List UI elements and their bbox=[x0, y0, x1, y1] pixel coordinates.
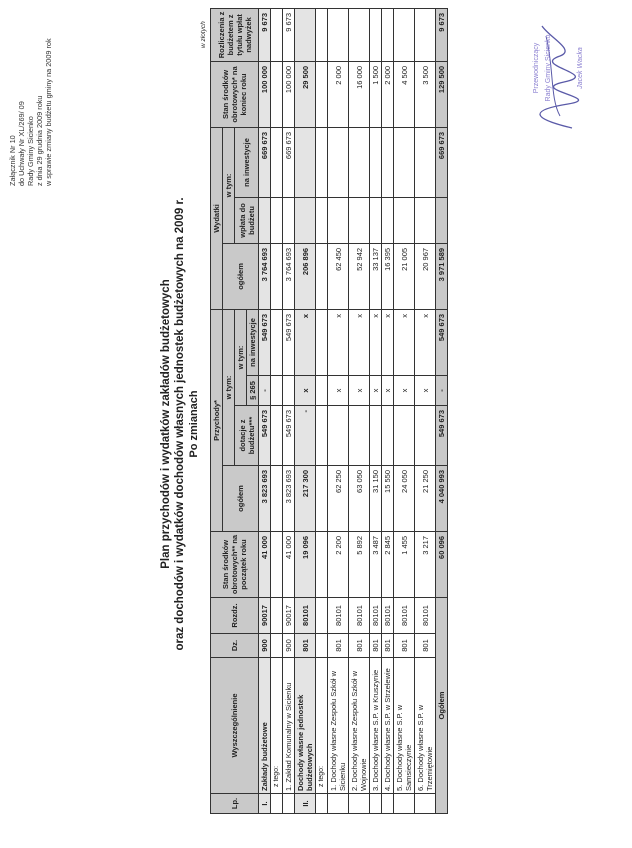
table-row bbox=[283, 8, 295, 813]
cell-end: 3 500 bbox=[415, 61, 436, 127]
cell-dot bbox=[382, 406, 394, 466]
cell-dot: 549 673 bbox=[259, 406, 271, 466]
table-row bbox=[295, 8, 316, 813]
cell-end: 100 000 bbox=[259, 61, 271, 127]
cell-in-total: 31 150 bbox=[370, 466, 382, 532]
cell-settle bbox=[316, 8, 328, 61]
header-dz: Dz. bbox=[211, 634, 259, 658]
cell-settle bbox=[271, 8, 283, 61]
cell-s265: x bbox=[349, 376, 370, 406]
cell-lp: I. bbox=[259, 794, 271, 814]
document-subtitle: oraz dochodów i wydatków dochodów własnych jednostek budżetowych na 2009 r. bbox=[174, 197, 186, 651]
cell-settle bbox=[370, 8, 382, 61]
cell-inv: x bbox=[394, 309, 415, 375]
cell-wpl bbox=[283, 197, 295, 243]
total-row bbox=[436, 8, 448, 813]
cell-lp bbox=[394, 794, 415, 814]
cell-s265: - bbox=[259, 376, 271, 406]
cell-s265 bbox=[316, 376, 328, 406]
cell-wpl bbox=[370, 197, 382, 243]
cell-out-total: 16 395 bbox=[382, 243, 394, 309]
cell-out-total: 3 764 693 bbox=[283, 243, 295, 309]
table-row bbox=[394, 8, 415, 813]
cell-dz: 801 bbox=[415, 634, 436, 658]
cell-dz: 801 bbox=[370, 634, 382, 658]
cell-inv: 549 673 bbox=[436, 309, 448, 375]
cell-name: z tego: bbox=[271, 658, 283, 794]
cell-wpl bbox=[295, 197, 316, 243]
cell-out-inv bbox=[394, 127, 415, 197]
cell-inv bbox=[316, 309, 328, 375]
cell-start: 2 845 bbox=[382, 532, 394, 598]
header-income-in-which: w tym: bbox=[223, 309, 235, 465]
cell-rozdz: 90017 bbox=[283, 598, 295, 634]
header-s265: § 265 bbox=[247, 376, 259, 406]
cell-dot bbox=[328, 406, 349, 466]
cell-dot: 549 673 bbox=[283, 406, 295, 466]
attachment-line: w sprawie zmiany budżetu gminy na 2009 rok bbox=[44, 38, 53, 186]
cell-settle bbox=[394, 8, 415, 61]
cell-start: 41 000 bbox=[283, 532, 295, 598]
cell-end: 129 500 bbox=[436, 61, 448, 127]
header-dotacje: dotacje z budżetu*** bbox=[235, 406, 259, 466]
cell-settle bbox=[382, 8, 394, 61]
cell-end: 29 500 bbox=[295, 61, 316, 127]
cell-end bbox=[316, 61, 328, 127]
cell-inv: 549 673 bbox=[259, 309, 271, 375]
cell-dz: 900 bbox=[259, 634, 271, 658]
cell-name: 6. Dochody własne S.P. w Trzemiętowie bbox=[415, 658, 436, 794]
cell-name: 5. Dochody własne S.P. w Samsieczynie bbox=[394, 658, 415, 794]
table-row bbox=[382, 8, 394, 813]
cell-out-total: 3 971 589 bbox=[436, 243, 448, 309]
stamp-line: Rady Gminy Sicienko bbox=[545, 34, 552, 102]
cell-settle bbox=[349, 8, 370, 61]
cell-wpl bbox=[349, 197, 370, 243]
cell-dz: 900 bbox=[283, 634, 295, 658]
cell-s265: x bbox=[394, 376, 415, 406]
cell-lp bbox=[382, 794, 394, 814]
cell-wpl bbox=[436, 197, 448, 243]
cell-rozdz: 80101 bbox=[370, 598, 382, 634]
cell-lp bbox=[283, 794, 295, 814]
cell-out-inv bbox=[295, 127, 316, 197]
cell-inv: x bbox=[382, 309, 394, 375]
attachment-line: Rady Gminy Sicienko bbox=[26, 116, 35, 186]
cell-inv: x bbox=[328, 309, 349, 375]
cell-lp bbox=[328, 794, 349, 814]
cell-rozdz: 80101 bbox=[415, 598, 436, 634]
cell-dz: 801 bbox=[295, 634, 316, 658]
cell-lp bbox=[370, 794, 382, 814]
cell-start bbox=[271, 532, 283, 598]
header-settlements: Rozliczenia z budżetem z tytułu wpłat nadwyżek bbox=[211, 8, 259, 61]
attachment-note bbox=[8, 16, 53, 186]
cell-end: 2 000 bbox=[328, 61, 349, 127]
cell-s265: x bbox=[382, 376, 394, 406]
header-name: Wyszczególnienie bbox=[211, 658, 259, 794]
cell-start: 2 200 bbox=[328, 532, 349, 598]
cell-in-total: 4 040 993 bbox=[436, 466, 448, 532]
cell-rozdz: 80101 bbox=[328, 598, 349, 634]
cell-out-total: 206 896 bbox=[295, 243, 316, 309]
cell-s265: x bbox=[415, 376, 436, 406]
cell-out-total: 52 942 bbox=[349, 243, 370, 309]
cell-name: Ogółem bbox=[436, 598, 448, 814]
cell-dz bbox=[271, 634, 283, 658]
cell-in-total: 21 250 bbox=[415, 466, 436, 532]
cell-settle: 9 673 bbox=[283, 8, 295, 61]
cell-settle bbox=[295, 8, 316, 61]
cell-settle bbox=[415, 8, 436, 61]
cell-name: 4. Dochody własne S.P. w Strzelewie bbox=[382, 658, 394, 794]
cell-in-total: 15 550 bbox=[382, 466, 394, 532]
cell-wpl bbox=[328, 197, 349, 243]
budget-table bbox=[210, 8, 448, 814]
cell-inv bbox=[271, 309, 283, 375]
cell-out-total bbox=[271, 243, 283, 309]
cell-dz bbox=[316, 634, 328, 658]
cell-out-inv bbox=[328, 127, 349, 197]
cell-end: 1 500 bbox=[370, 61, 382, 127]
cell-out-inv bbox=[415, 127, 436, 197]
cell-start: 5 892 bbox=[349, 532, 370, 598]
cell-dot bbox=[394, 406, 415, 466]
cell-inv: x bbox=[370, 309, 382, 375]
cell-out-inv bbox=[349, 127, 370, 197]
cell-s265: x bbox=[328, 376, 349, 406]
cell-s265 bbox=[271, 376, 283, 406]
cell-rozdz bbox=[316, 598, 328, 634]
cell-settle: 9 673 bbox=[259, 8, 271, 61]
cell-in-total: 62 250 bbox=[328, 466, 349, 532]
table-body bbox=[259, 8, 448, 813]
cell-out-total: 21 005 bbox=[394, 243, 415, 309]
cell-end: 4 500 bbox=[394, 61, 415, 127]
cell-out-total: 3 764 693 bbox=[259, 243, 271, 309]
cell-out-inv bbox=[316, 127, 328, 197]
cell-end: 16 000 bbox=[349, 61, 370, 127]
table-row bbox=[328, 8, 349, 813]
document-status: Po zmianach bbox=[188, 390, 200, 458]
cell-lp bbox=[316, 794, 328, 814]
stamp-line: Jacek Wacka bbox=[577, 47, 584, 89]
cell-dot bbox=[370, 406, 382, 466]
header-wplata: wpłata do budżetu bbox=[235, 197, 259, 243]
header-income-total: ogółem bbox=[223, 466, 259, 532]
currency-unit: w złotych bbox=[200, 21, 207, 48]
attachment-line: do Uchwały Nr XL/269/ 09 bbox=[17, 101, 26, 186]
cell-settle: 9 673 bbox=[436, 8, 448, 61]
cell-in-total: 3 823 693 bbox=[259, 466, 271, 532]
header-expenses-in-which: w tym: bbox=[223, 127, 235, 243]
cell-dot bbox=[316, 406, 328, 466]
cell-dot bbox=[415, 406, 436, 466]
cell-in-total: 63 050 bbox=[349, 466, 370, 532]
cell-out-inv: 669 673 bbox=[436, 127, 448, 197]
cell-wpl bbox=[415, 197, 436, 243]
cell-rozdz: 80101 bbox=[349, 598, 370, 634]
cell-out-inv bbox=[271, 127, 283, 197]
cell-rozdz bbox=[271, 598, 283, 634]
cell-dz: 801 bbox=[382, 634, 394, 658]
cell-s265: - bbox=[436, 376, 448, 406]
cell-out-total bbox=[316, 243, 328, 309]
header-expenses: Wydatki bbox=[211, 127, 223, 309]
header-lp: Lp. bbox=[211, 794, 259, 814]
header-end-balance: Stan środków obrotowych* na koniec roku bbox=[211, 61, 259, 127]
cell-rozdz: 80101 bbox=[394, 598, 415, 634]
cell-wpl bbox=[316, 197, 328, 243]
header-income: Przychody* bbox=[211, 309, 223, 531]
header-income-in-which-2: w tym: bbox=[235, 309, 247, 405]
cell-name: Zakłady budżetowe bbox=[259, 658, 271, 794]
cell-s265: x bbox=[370, 376, 382, 406]
cell-out-total: 62 450 bbox=[328, 243, 349, 309]
cell-start bbox=[316, 532, 328, 598]
cell-dot bbox=[271, 406, 283, 466]
cell-rozdz: 80101 bbox=[295, 598, 316, 634]
document-title: Plan przychodów i wydatków zakładów budżetowych bbox=[160, 279, 172, 569]
cell-in-total: 24 050 bbox=[394, 466, 415, 532]
cell-inv: x bbox=[349, 309, 370, 375]
cell-lp bbox=[271, 794, 283, 814]
cell-start: 60 096 bbox=[436, 532, 448, 598]
cell-settle bbox=[328, 8, 349, 61]
cell-dz: 801 bbox=[328, 634, 349, 658]
cell-out-inv: 669 673 bbox=[283, 127, 295, 197]
cell-in-total bbox=[271, 466, 283, 532]
cell-name: 1. Zakład Komunalny w Sicienku bbox=[283, 658, 295, 794]
cell-out-inv bbox=[370, 127, 382, 197]
cell-start: 1 455 bbox=[394, 532, 415, 598]
cell-dot bbox=[349, 406, 370, 466]
cell-in-total: 217 300 bbox=[295, 466, 316, 532]
table-row bbox=[316, 8, 328, 813]
cell-out-total: 33 137 bbox=[370, 243, 382, 309]
header-income-investments: na inwestycje bbox=[247, 309, 259, 375]
cell-s265 bbox=[283, 376, 295, 406]
attachment-line: Załącznik Nr 10 bbox=[8, 135, 17, 186]
header-expenses-investments: na inwestycje bbox=[235, 127, 259, 197]
cell-in-total: 3 823 693 bbox=[283, 466, 295, 532]
cell-lp bbox=[415, 794, 436, 814]
signature-stamp bbox=[520, 8, 590, 148]
header-expenses-total: ogółem bbox=[223, 243, 259, 309]
cell-out-inv: 669 673 bbox=[259, 127, 271, 197]
cell-dz: 801 bbox=[349, 634, 370, 658]
cell-inv: x bbox=[295, 309, 316, 375]
cell-wpl bbox=[394, 197, 415, 243]
table-row bbox=[271, 8, 283, 813]
cell-name: z tego: bbox=[316, 658, 328, 794]
cell-name: Dochody własne jednostek budżetowych bbox=[295, 658, 316, 794]
header-start-balance: Stan środków obrotowych** na początek roku bbox=[211, 532, 259, 598]
header-rozdz: Rozdz. bbox=[211, 598, 259, 634]
cell-end bbox=[271, 61, 283, 127]
attachment-line: z dnia 29 grudnia 2009 roku bbox=[35, 95, 44, 186]
table-row bbox=[415, 8, 436, 813]
cell-wpl bbox=[259, 197, 271, 243]
cell-wpl bbox=[382, 197, 394, 243]
table-row bbox=[349, 8, 370, 813]
table-row bbox=[259, 8, 271, 813]
cell-end: 100 000 bbox=[283, 61, 295, 127]
cell-rozdz: 80101 bbox=[382, 598, 394, 634]
cell-name: 2. Dochody własne Zespołu Szkół w Wojnowie bbox=[349, 658, 370, 794]
cell-in-total bbox=[316, 466, 328, 532]
cell-rozdz: 90017 bbox=[259, 598, 271, 634]
cell-name: 1. Dochody własne Zespołu Szkół w Sicienku bbox=[328, 658, 349, 794]
cell-name: 3. Dochody własne S.P. w Kruszynie bbox=[370, 658, 382, 794]
cell-out-inv bbox=[382, 127, 394, 197]
cell-dot: - bbox=[295, 406, 316, 466]
cell-wpl bbox=[271, 197, 283, 243]
cell-start: 41 000 bbox=[259, 532, 271, 598]
cell-dz: 801 bbox=[394, 634, 415, 658]
table-row bbox=[370, 8, 382, 813]
cell-start: 19 096 bbox=[295, 532, 316, 598]
cell-out-total: 20 967 bbox=[415, 243, 436, 309]
cell-end: 2 000 bbox=[382, 61, 394, 127]
cell-s265: x bbox=[295, 376, 316, 406]
cell-start: 3 487 bbox=[370, 532, 382, 598]
cell-lp bbox=[349, 794, 370, 814]
cell-inv: x bbox=[415, 309, 436, 375]
stamp-line: Przewodniczący bbox=[533, 42, 540, 94]
cell-lp: II. bbox=[295, 794, 316, 814]
cell-start: 3 217 bbox=[415, 532, 436, 598]
cell-dot: 549 673 bbox=[436, 406, 448, 466]
cell-inv: 549 673 bbox=[283, 309, 295, 375]
